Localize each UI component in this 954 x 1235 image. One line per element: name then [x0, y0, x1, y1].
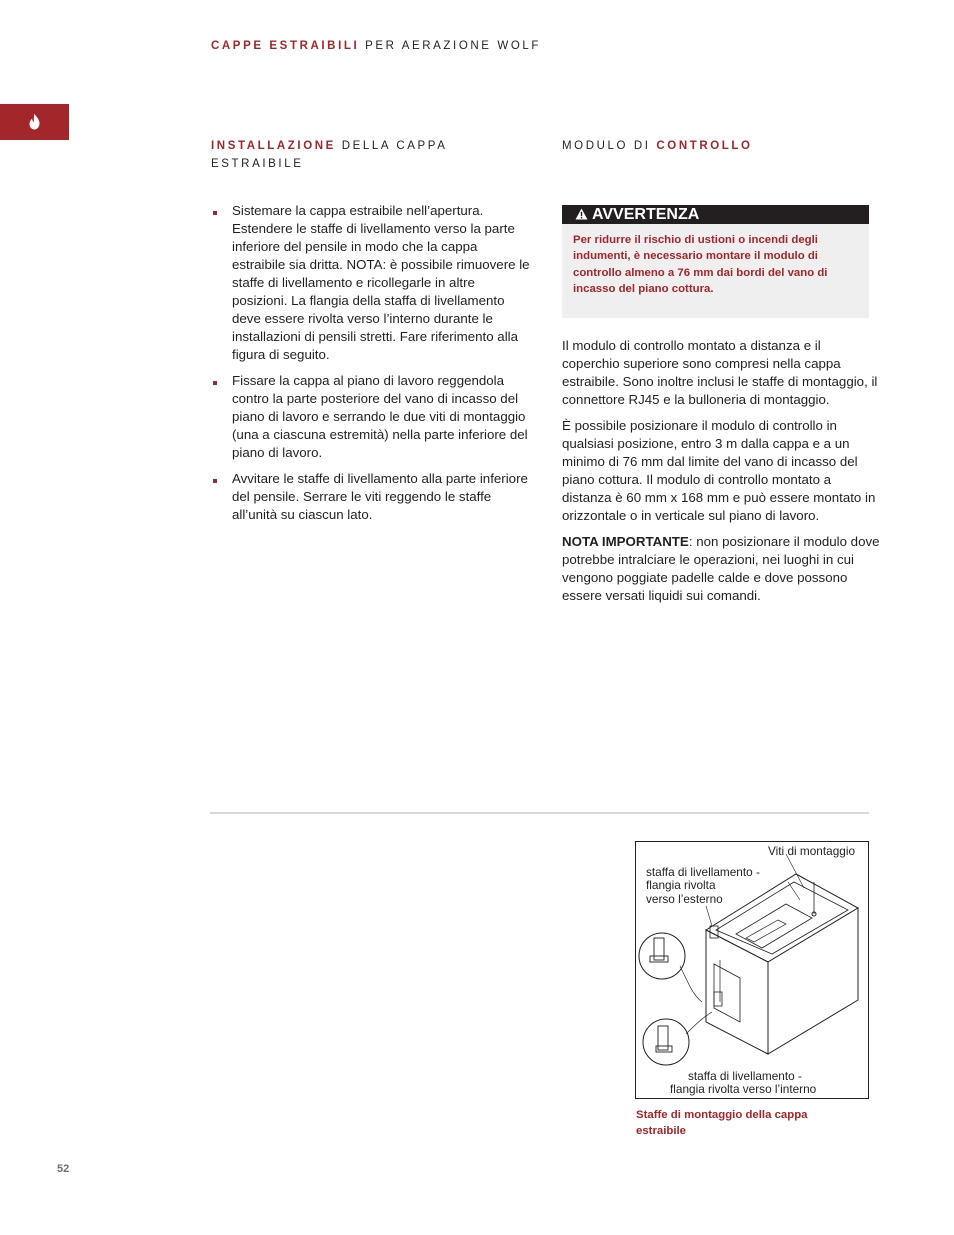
label-inward-line1: staffa di livellamento -	[688, 1069, 802, 1083]
figure-caption: Staffe di montaggio della cappa estraibile	[636, 1109, 808, 1137]
mounting-brackets-figure	[635, 841, 869, 1099]
warning-header	[562, 205, 869, 224]
warning-text: Per ridurre il rischio di ustioni o incendi degli indumenti, è necessario montare il modulo di controllo almeno a 76 mm dai bordi del vano di incasso del piano cottura.	[573, 234, 828, 296]
step-text: Avvitare le staffe di livellamento alla parte inferiore del pensile. Serrare le viti reggendo le staffe all’unità su ciascun lato.	[232, 471, 528, 522]
label-outward-line1: staffa di livellamento -	[646, 865, 760, 879]
important-note	[562, 533, 882, 605]
list-item	[211, 202, 531, 364]
header-title-rest: PER AERAZIONE WOLF	[359, 40, 541, 52]
list-item	[211, 470, 531, 524]
label-outward-line3: verso l’esterno	[646, 891, 723, 906]
installation-title	[211, 137, 511, 173]
note-text: : non posizionare il modulo dove potrebbe intralciare le operazioni, nei luoghi in cui vengono poggiate padelle calde e dove possono essere versati liquidi sui comandi.	[562, 534, 880, 603]
warning-body	[562, 224, 869, 318]
flame-icon	[28, 113, 41, 130]
label-outward-line2: flangia rivolta	[646, 878, 716, 893]
bullet-icon	[213, 479, 217, 483]
bullet-icon	[213, 211, 217, 215]
running-header	[211, 40, 541, 52]
installation-title-rest: DELLA CAPPA ESTRAIBILE	[211, 140, 447, 170]
header-title-strong: CAPPE ESTRAIBILI	[211, 40, 360, 52]
section-divider	[210, 812, 869, 814]
installation-steps	[211, 202, 531, 532]
note-label: NOTA IMPORTANTE	[562, 534, 689, 549]
bullet-icon	[213, 381, 217, 385]
control-module-text	[562, 337, 882, 613]
page-number: 52	[57, 1163, 70, 1175]
section-tab	[0, 104, 69, 140]
label-inward-line2: flangia rivolta verso l’interno	[670, 1082, 817, 1097]
paragraph: È possibile posizionare il modulo di controllo in qualsiasi posizione, entro 3 m dalla cappa e a un minimo di 76 mm dal limite del vano di incasso del piano cottura. Il modulo di controllo montato a distanza è 60 mm x 168 mm e può essere montato in orizzontale o in verticale sul piano di lavoro.	[562, 418, 876, 523]
list-item	[211, 372, 531, 462]
installation-title-strong: INSTALLAZIONE	[211, 140, 336, 152]
paragraph: Il modulo di controllo montato a distanza e il coperchio superiore sono compresi nella cappa estraibile. Sono inoltre inclusi le staffe di montaggio, il connettore RJ45 e la bulloneria di montaggio.	[562, 338, 878, 407]
control-module-title	[562, 137, 753, 155]
label-mounting-screws: Viti di montaggio	[768, 844, 856, 858]
control-title-strong: CONTROLLO	[656, 140, 753, 152]
warning-triangle-icon	[575, 208, 588, 220]
step-text: Fissare la cappa al piano di lavoro reggendola contro la parte posteriore del vano di incasso del piano di lavoro e serrando le due viti di montaggio (una a ciascuna estremità) nella parte inferiore del piano di lavoro.	[232, 373, 528, 460]
warning-heading: AVVERTENZA	[592, 206, 700, 223]
control-title-rest: MODULO DI	[562, 140, 657, 152]
step-text: Sistemare la cappa estraibile nell’apertura. Estendere le staffe di livellamento verso la parte inferiore del pensile in modo che la cappa estraibile sia dritta. NOTA: è possibile rimuovere le staffe di livellamento e ricollegarle in altre posizioni. La flangia della staffa di livellamento deve essere rivolta verso l’interno durante le installazioni di pensili stretti. Fare riferimento alla figura di seguito.	[232, 203, 530, 362]
